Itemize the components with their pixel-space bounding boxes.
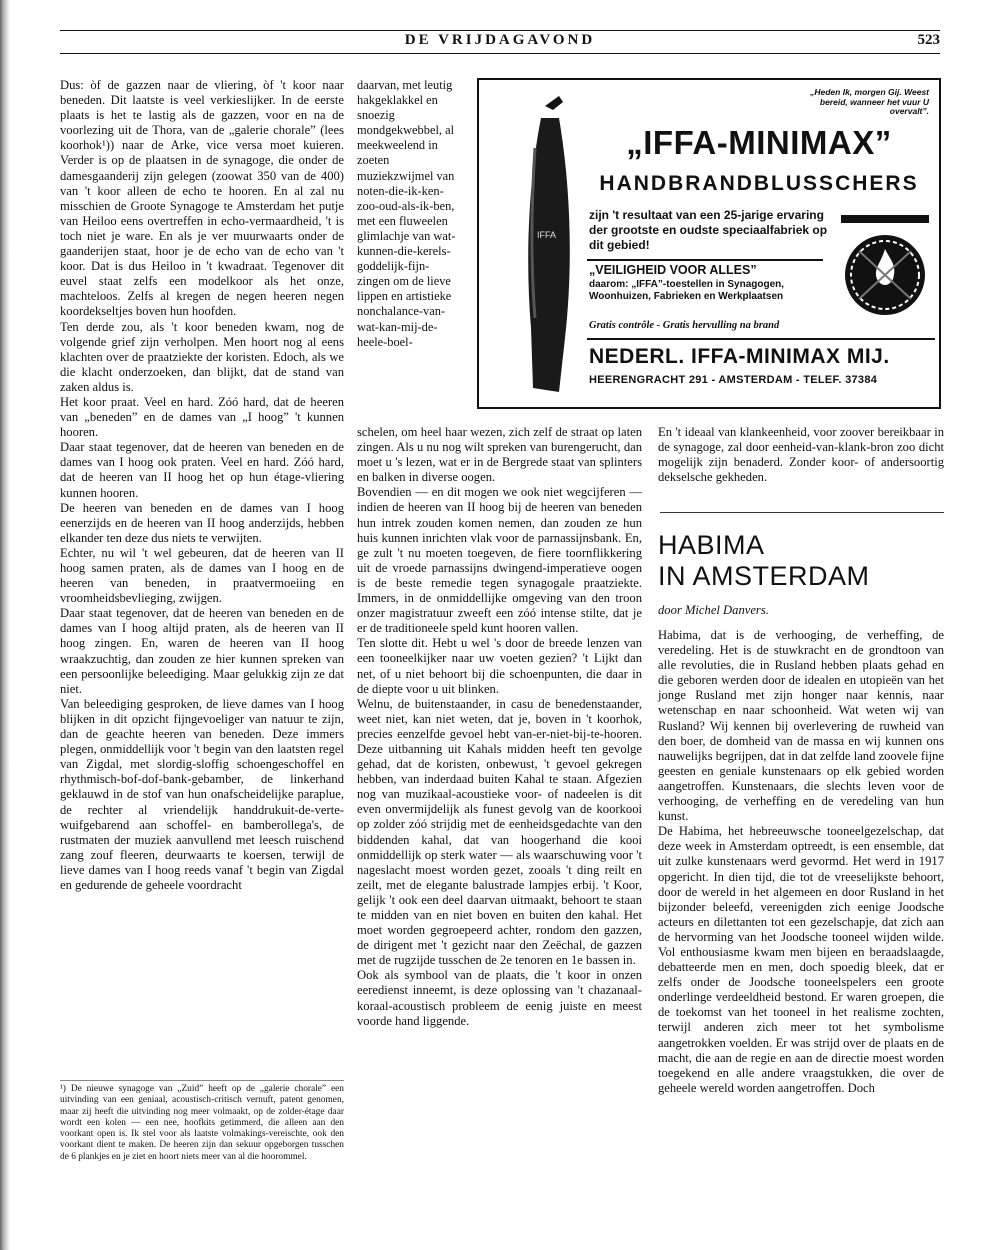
byline: door Michel Danvers. xyxy=(658,603,769,617)
ad-divider xyxy=(587,259,823,261)
ad-usage: daarom: „IFFA”-toestellen in Synagogen, Woonhuizen, Fabrieken en Werkplaatsen xyxy=(589,279,785,302)
paragraph: Habima, dat is de verhooging, de verheffing, de veredeling. Het is de stuwkracht en de grondtoon van alle revoluties, die in Rusland hebben plaats gehad en die geboren werden door de idealen en utopieën van het jonge Rusland met zijn honger naar kennis, naar wetenschap en naar schoonheid. Wat weten wij van Rusland? Wij kennen bij overlevering de ruwheid van den boer, de domheid van de massa en wij kunnen ons nauwelijks begrijpen, dat in dat zelfde land zoovele fijne geesten en geniale kunstenaars op elk gebied worden aangetroffen. Kunstenaars, die slechts leven voor de verhooging, de verheffing en de veredeling van hun kunst. xyxy=(658,628,944,824)
footnote: ¹) De nieuwe synagoge van „Zuid” heeft op de „galerie chorale” een uitvinding van een geniaal, acoustisch-critisch vernuft, patent genomen, maar zij heeft die uitvinding nog meer volmaakt, op de zolder-étage daar wordt een kolen — een nee, hoofkits getimmerd, die alleen aan den voorkant open is. Ik stel voor als laatste volmakings-vereischte, ook den voorkant dient te maken. De heeren zijn dan sekuur opgeborgen tusschen de 6 plankjes en je ziet en hoort niets meer van al die hoorommel. xyxy=(60,1080,344,1163)
fire-emblem-icon xyxy=(837,213,933,325)
article-title xyxy=(658,530,944,592)
ad-claim: zijn 't resultaat van een 25-jarige ervaring der grootste en oudste speciaalfabriek op dit gebied! xyxy=(589,208,828,252)
page-header xyxy=(60,30,940,54)
running-title: DE VRIJDAGAVOND xyxy=(404,32,596,48)
paragraph: De Habima, het hebreeuwsche tooneelgezelschap, dat deze week in Amsterdam optreedt, is een ensemble, dat uit zulke kunstenaars werd gevormd. Het werd in 1917 opgericht. In dien tijd, die tot de vreeselijkste behoort, door de wereld in het algemeen en door Rusland in het bijzonder beleefd, vereenigden zich eenige Joodsche acteurs en dilettanten tot een gezelschapje, dat zich aan de hervorming van het Joodsche tooneel wijden wilde. Vol enthousiasme kwam men bijeen en beraadslaagde, debatteerde men en men, doch spoedig bleek, dat er zelfs onder de Joodsche tooneelspelers een groote onderlinge verdeeldheid bestond. Er waren groepen, die de toekomst van het tooneel in het realisme zochten, terwijl anderen zich meer tot het symbolisme aangetrokken voelden. Er was strijd over de plaats en de macht, die aan de regie en aan de directie moest worden toegekend en alle andere vraagstukken, die over de geheele wereld worden aangetroffen. Doch xyxy=(658,824,944,1095)
paragraph: Ten slotte dit. Hebt u wel 's door de breede lenzen van een tooneelkijker naar uw voeten gezien? 't Lijkt dan net, of u niet behoort bij die schoenpunten, die daar in de diepte voor u uit blinken. xyxy=(357,636,642,696)
column-2 xyxy=(357,425,642,1029)
fire-extinguisher-icon xyxy=(519,88,583,404)
ad-brand: „IFFA-MINIMAX” xyxy=(626,124,892,161)
scan-edge xyxy=(0,0,10,1250)
ad-service: Gratis contrôle - Gratis hervulling na brand xyxy=(589,320,780,331)
column-2-top xyxy=(357,78,457,350)
paragraph: Van beleediging gesproken, de lieve dames van I hoog blijken in dit opzicht fijngevoeliger van natuur te zijn, dan de geachte heeren van beneden. Deze immers plegen, onmiddellijk voor 't begin van den laatsten regel van Zigdal, met slordig-sloffig schoengeschoffel en rhythmisch-bof-dof-bank-gebamber, de linkerhand geklauwd in de stof van hun onafscheidelijke paraplue, de rechter al vriendelijk handdrukuit-de-verte-wuifgebarend aan schoffel- en bamberollega's, de rustmaten der muziek aanvullend met leesch ruischend zang zouf fleeren, deurwaarts te koersen, terwijl de lieve dames van I hoog reeds vanaf 't begin van Zigdal en gedurende de geheele voordracht xyxy=(60,696,344,892)
ad-motto: „Heden Ik, morgen Gij. Weest bereid, wanneer het vuur U overvalt”. xyxy=(810,87,929,116)
section-divider xyxy=(660,512,944,513)
page-number: 523 xyxy=(917,32,940,48)
title-line: HABIMA xyxy=(658,530,765,560)
ad-divider xyxy=(587,338,935,340)
paragraph: Daar staat tegenover, dat de heeren van beneden en de dames van I hoog ook praten. Veel en hard. Zóó hard, dat de heeren van II hoog het op hun étage-vliering kunnen hooren. xyxy=(60,440,344,500)
paragraph: Ten derde zou, als 't koor beneden kwam, nog de volgende grief zijn verholpen. Men hoort nog al eens klachten over de praatziekte der koristen. Edoch, als we die klacht onderzoeken, dan blijkt, dat de stand van zaken aldus is. xyxy=(60,319,344,394)
paragraph: schelen, om heel haar wezen, zich zelf de straat op laten zingen. Als u nu nog wilt spreken van burengerucht, dan moet u 's lezen, wat er in de Bergrede staat van splinters en balken in diverse oogen. xyxy=(357,425,642,485)
paragraph: Ook als symbool van de plaats, die 't koor in onzen eeredienst inneemt, is deze oplossing van 't chazanaal-koraal-acoustisch probleem de eenig juiste en meest voorde hand liggende. xyxy=(357,968,642,1028)
extinguisher-label: IFFA xyxy=(537,230,557,240)
ad-slogan: „VEILIGHEID VOOR ALLES” xyxy=(589,263,757,277)
column-3 xyxy=(658,628,944,1096)
ad-company: NEDERL. IFFA-MINIMAX MIJ. xyxy=(589,345,890,368)
ad-address: HEERENGRACHT 291 - AMSTERDAM - TELEF. 37384 xyxy=(589,374,878,386)
paragraph: En 't ideaal van klankeenheid, voor zoover bereikbaar in de synagoge, zal door eenheid-van-klank-bron zoo dicht mogelijk zijn benaderd. Zonder koor- of andersoortig dekselsche gekheden. xyxy=(658,425,944,485)
paragraph: Dus: òf de gazzen naar de vliering, òf 't koor naar beneden. Dit laatste is veel verkieslijker. In de eerste plaats is het te lastig als de gazzen, voor en na de voorlezing uit de Thora, van de „galerie chorale” (lees koorhok¹)) naar de Arke, vice versa moet kuieren. Verder is op de plaatsen in de synagoge, die onder de damesgaanderij zijn gelegen (zoowat 350 van de 400) van 't koor alleen de echo te hooren. En al zal nu misschien de Groote Synagoge te Amsterdam het putje van Heiloo eens overtreffen in echo-vermaardheid, 't is toch niet je ware. En als je ver muurwaarts onder de gaanderijen staat, hoor je de echo van de echo van 't koor. Dat is dus Heiloo in 't kwadraat. Tegenover dit euvel staat zelfs een modelkoor als het onze, machteloos. Zelfs al kregen de negen heeren negen koordekseltjes boven hun hoofden. xyxy=(60,78,344,319)
column-3-top xyxy=(658,425,944,485)
title-line: IN AMSTERDAM xyxy=(658,561,870,591)
advertisement xyxy=(477,78,941,409)
paragraph: Bovendien — en dit mogen we ook niet wegcijferen — indien de heeren van II hoog bij de heeren van beneden hun intrek zouden komen nemen, dan zouden ze hun huis kunnen inrichten vlak voor de parnassijnsbank. En, ge zult 't nu moeten toegeven, de fiere toornflikkering uit de vroede parnassijns dwingend-imperatieve oogen is de beste remedie tegen synagogale praatziekte. Immers, in de onmiddellijke omgeving van den troon onzer magistratuur zweeft een zóó intense stilte, dat je er de traditioneele speld kunt hooren vallen. xyxy=(357,485,642,636)
paragraph: Het koor praat. Veel en hard. Zóó hard, dat de heeren van „beneden” en de dames van „I hoog” 't kunnen hooren. xyxy=(60,394,344,440)
paragraph: Echter, nu wil 't wel gebeuren, dat de heeren van II hoog samen praten, als de dames van I hoog en de heeren van beneden, in praatvermoeiing en vroomheidsbevlieging, zwijgen. xyxy=(60,545,344,606)
paragraph: Daar staat tegenover, dat de heeren van beneden en de dames van I hoog altijd praten, als de heeren van II hoog zingen. En, waren de heeren van II hoog wraakzuchtig, dan zouden ze hier kunnen spreken van een persoonlijke beleediging. Maar gelukkig zijn ze dat niet. xyxy=(60,606,344,696)
paragraph: daarvan, met leutig hakgeklakkel en snoezig mondgekwebbel, al meekweelend in zoeten muziekzwijmel van noten-die-ik-ken-zoo-oud-als-ik-ben, met een fluweelen glimlachje van wat-kunnen-die-kerels-goddelijk-fijn-zingen om de lieve lippen en artistieke nonchalance-van-wat-kan-mij-de-heele-boel- xyxy=(357,78,456,349)
ad-subtitle: HANDBRANDBLUSSCHERS xyxy=(599,172,919,195)
paragraph: De heeren van beneden en de dames van I hoog eenerzijds en de heeren van II hoog anderzijds, hebben elkander ten deze dus niets te verwijten. xyxy=(60,500,344,545)
paragraph: Welnu, de buitenstaander, in casu de benedenstaander, weet niet, kan niet weten, dat je, boven in 't koorhok, precies eenzelfde gevoel hebt van-er-niet-bij-te-hooren. Deze uitbanning uit Kahals midden heeft ten gevolge gehad, dat de koristen, onbewust, 't gevoel gekregen hebben, van inderdaad buiten Kahal te staan. Afgezien nog van muzikaal-acoustieke voor- of nadeelen is dit even onvermijdelijk als funest gevolg van de koorkooi op zolder zóó strijdig met de eenheidsgedachte van den biddenden kahal, dat van hoogerhand die kooi onmiddellijk op sterk water — als waarschuwing voor 't nageslacht moest worden gezet, zooals 't ding reilt en zeilt, met de elegante balustrade lampjes erbij. 't Koor, gelijk 't ook een deel daarvan uitmaakt, behoort te staan te midden van en niet boven en buiten den kahal. Het moet worden gegroepeerd achter, rondom den gazzen, de dirigent met 't gezicht naar den Zeëchal, de gazzen met de rugzijde tusschen de 2e tenoren en 1e bassen in. xyxy=(357,696,642,968)
column-1 xyxy=(60,78,344,893)
